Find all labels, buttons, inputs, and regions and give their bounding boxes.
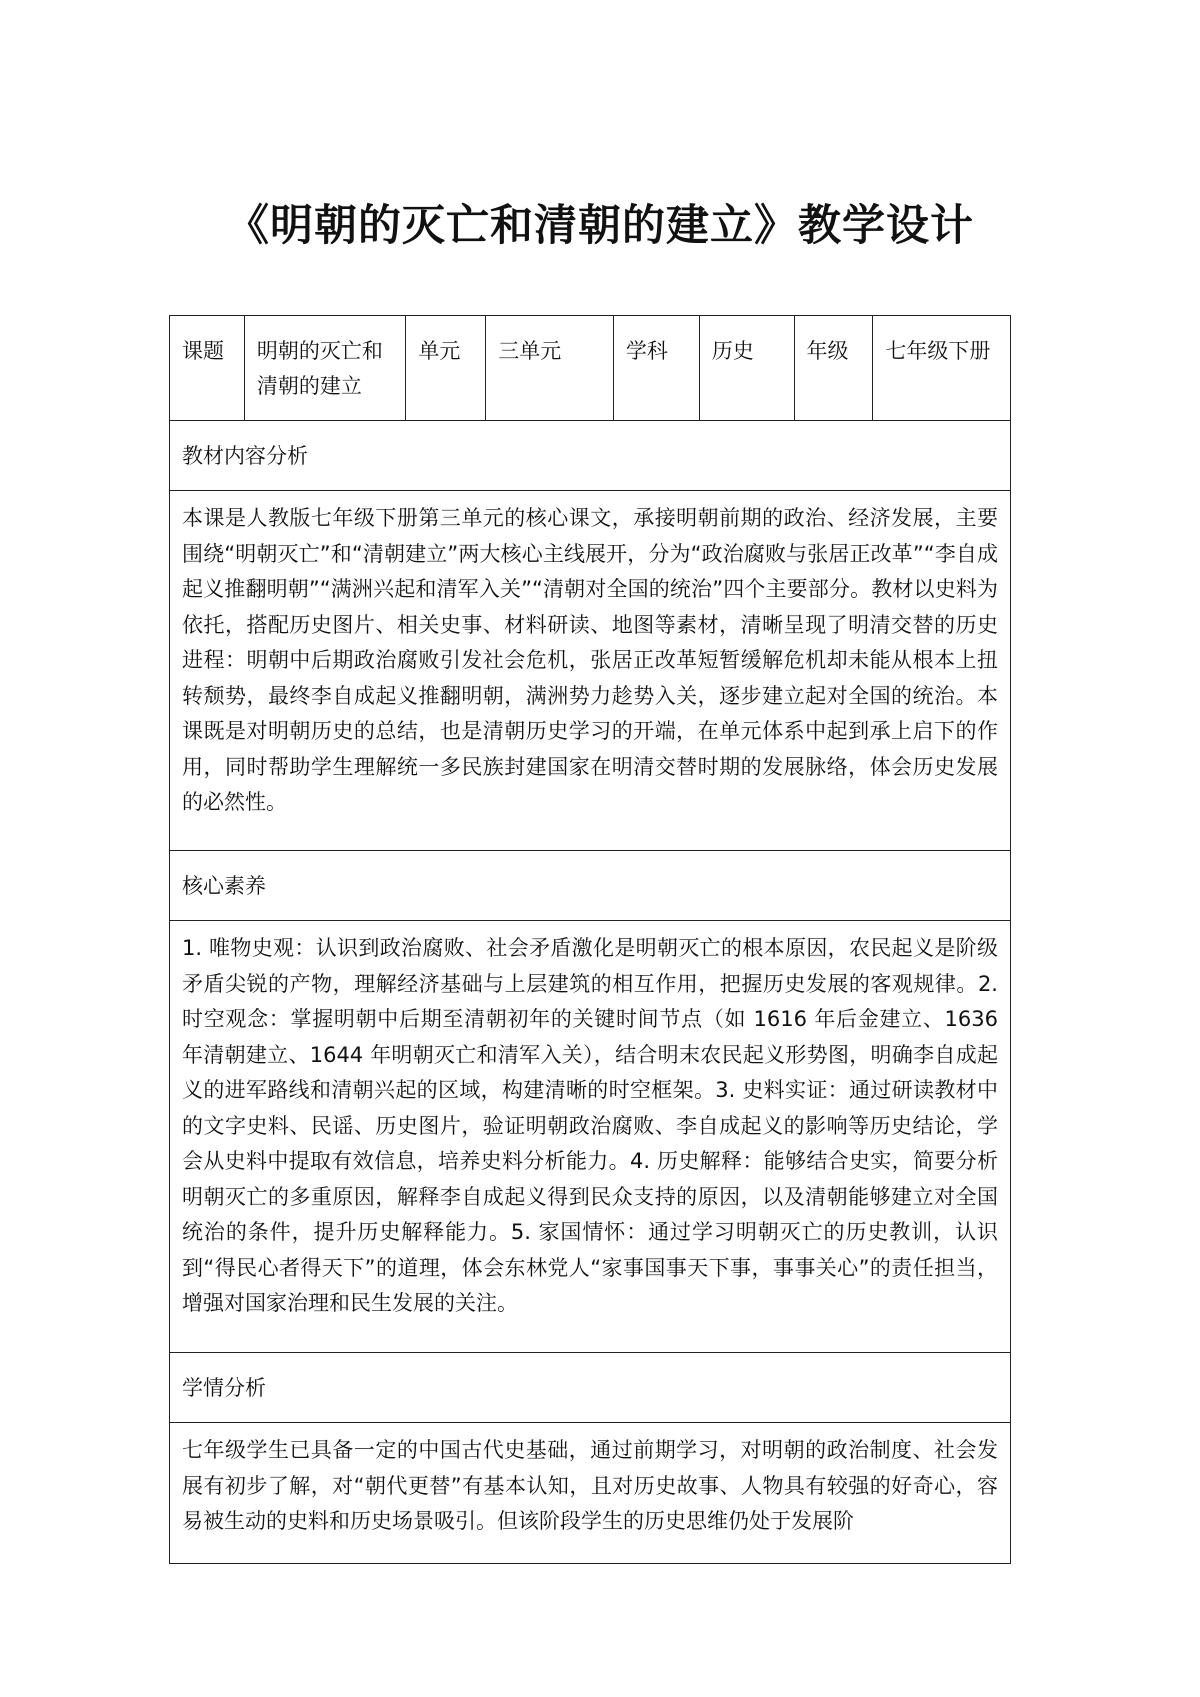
page-title: 《明朝的灭亡和清朝的建立》教学设计	[226, 201, 974, 251]
unit-value: 三单元	[486, 316, 614, 420]
grade-label: 年级	[795, 316, 874, 420]
subject-label: 学科	[614, 316, 700, 420]
lesson-plan-table	[169, 315, 1011, 1564]
section-body-student-analysis: 七年级学生已具备一定的中国古代史基础，通过前期学习，对明朝的政治制度、社会发展有初步了解，对“朝代更替”有基本认知，且对历史故事、人物具有较强的好奇心，容易被生动的史料和历史场景吸引。但该阶段学生的历史思维仍处于发展阶	[169, 1423, 1011, 1564]
grade-value: 七年级下册	[885, 339, 991, 363]
section-heading-textbook-analysis: 教材内容分析	[169, 421, 1011, 491]
unit-label: 单元	[406, 316, 486, 420]
subject-value: 历史	[700, 316, 795, 420]
topic-value: 明朝的灭亡和清朝的建立	[245, 316, 407, 420]
section-body-textbook-analysis: 本课是人教版七年级下册第三单元的核心课文，承接明朝前期的政治、经济发展，主要围绕“明朝灭亡”和“清朝建立”两大核心主线展开，分为“政治腐败与张居正改革”“李自成起义推翻明朝”“满洲兴起和清军入关”“清朝对全国的统治”四个主要部分。教材以史料为依托，搭配历史图片、相关史事、材料研读、地图等素材，清晰呈现了明清交替的历史进程：明朝中后期政治腐败引发社会危机，张居正改革短暂缓解危机却未能从根本上扭转颓势，最终李自成起义推翻明朝，满洲势力趁势入关，逐步建立起对全国的统治。本课既是对明朝历史的总结，也是清朝历史学习的开端，在单元体系中起到承上启下的作用，同时帮助学生理解统一多民族封建国家在明清交替时期的发展脉络，体会历史发展的必然性。	[169, 491, 1011, 851]
section-heading-core-literacy: 核心素养	[169, 851, 1011, 921]
section-heading-student-analysis: 学情分析	[169, 1353, 1011, 1423]
topic-label: 课题	[170, 316, 245, 420]
info-header-row	[169, 315, 1011, 421]
section-body-core-literacy: 1. 唯物史观：认识到政治腐败、社会矛盾激化是明朝灭亡的根本原因，农民起义是阶级矛盾尖锐的产物，理解经济基础与上层建筑的相互作用，把握历史发展的客观规律。2. 时空观念：掌握明朝中后期至清朝初年的关键时间节点（如 1616 年后金建立、1636 年清朝建立、1644 年明朝灭亡和清军入关），结合明末农民起义形势图，明确李自成起义的进军路线和清朝兴起的区域，构建清晰的时空框架。3. 史料实证：通过研读教材中的文字史料、民谣、历史图片，验证明朝政治腐败、李自成起义的影响等历史结论，学会从史料中提取有效信息，培养史料分析能力。4. 历史解释：能够结合史实，简要分析明朝灭亡的多重原因，解释李自成起义得到民众支持的原因，以及清朝能够建立对全国统治的条件，提升历史解释能力。5. 家国情怀：通过学习明朝灭亡的历史教训，认识到“得民心者得天下”的道理，体会东林党人“家事国事天下事，事事关心”的责任担当，增强对国家治理和民生发展的关注。	[169, 921, 1011, 1353]
